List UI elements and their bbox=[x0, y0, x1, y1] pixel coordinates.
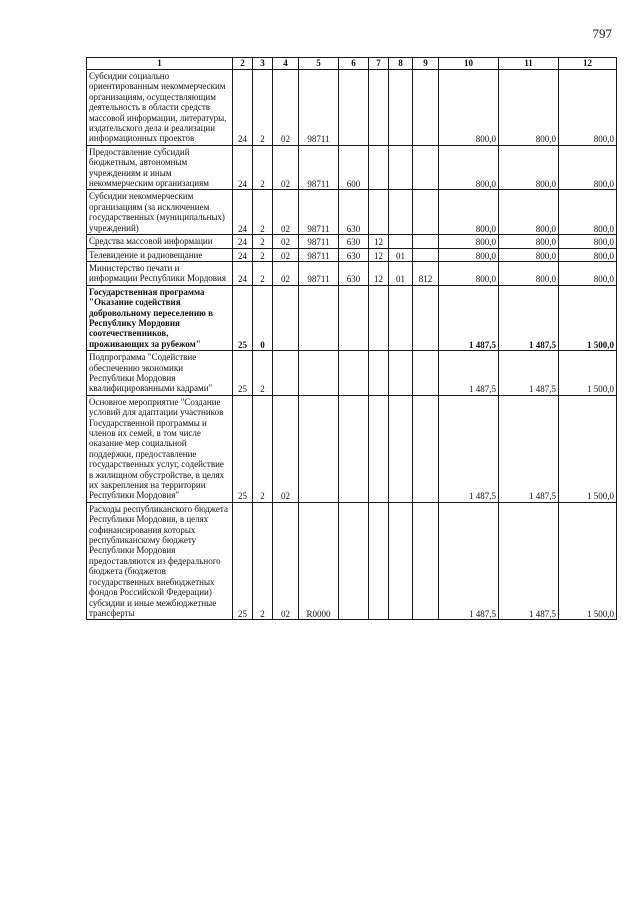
row-name-cell: Государственная программа "Оказание содействия добровольному переселению в Республику Мордовия соотечественников, проживающих за рубежом" bbox=[87, 285, 233, 350]
col-9-cell: 812 bbox=[413, 261, 439, 285]
col-5-cell: 98711 bbox=[299, 235, 339, 248]
col-2-cell: 24 bbox=[233, 235, 253, 248]
col-10-cell: 1 487,5 bbox=[439, 285, 499, 350]
col-6-cell: 630 bbox=[339, 261, 369, 285]
table-row bbox=[87, 145, 617, 190]
header-cell: 1 bbox=[87, 58, 233, 70]
col-7-cell bbox=[369, 70, 389, 146]
col-8-cell bbox=[389, 190, 413, 235]
header-cell: 5 bbox=[299, 58, 339, 70]
col-11-cell: 800,0 bbox=[499, 248, 559, 261]
header-cell: 10 bbox=[439, 58, 499, 70]
col-5-cell: 98711 bbox=[299, 145, 339, 190]
table-row bbox=[87, 502, 617, 619]
col-12-cell: 800,0 bbox=[559, 145, 617, 190]
col-12-cell: 1 500,0 bbox=[559, 351, 617, 396]
header-cell: 12 bbox=[559, 58, 617, 70]
col-3-cell: 2 bbox=[253, 261, 273, 285]
col-9-cell bbox=[413, 190, 439, 235]
col-11-cell: 800,0 bbox=[499, 70, 559, 146]
col-4-cell bbox=[273, 351, 299, 396]
budget-table bbox=[86, 57, 617, 620]
header-cell: 2 bbox=[233, 58, 253, 70]
col-2-cell: 24 bbox=[233, 145, 253, 190]
col-6-cell bbox=[339, 395, 369, 502]
row-name-cell: Министерство печати и информации Республики Мордовия bbox=[87, 261, 233, 285]
col-12-cell: 1 500,0 bbox=[559, 502, 617, 619]
col-7-cell: 12 bbox=[369, 248, 389, 261]
col-9-cell bbox=[413, 395, 439, 502]
col-6-cell bbox=[339, 351, 369, 396]
col-2-cell: 24 bbox=[233, 70, 253, 146]
col-11-cell: 800,0 bbox=[499, 190, 559, 235]
col-2-cell: 24 bbox=[233, 248, 253, 261]
col-12-cell: 1 500,0 bbox=[559, 285, 617, 350]
col-8-cell bbox=[389, 235, 413, 248]
col-11-cell: 1 487,5 bbox=[499, 351, 559, 396]
col-5-cell: 98711 bbox=[299, 248, 339, 261]
col-5-cell: 98711 bbox=[299, 70, 339, 146]
col-8-cell: 01 bbox=[389, 248, 413, 261]
row-name-cell: Подпрограмма "Содействие обеспечению экономики Республики Мордовия квалифицированными кадрами" bbox=[87, 351, 233, 396]
col-11-cell: 800,0 bbox=[499, 261, 559, 285]
col-4-cell: 02 bbox=[273, 235, 299, 248]
col-4-cell: 02 bbox=[273, 395, 299, 502]
col-11-cell: 800,0 bbox=[499, 235, 559, 248]
header-cell: 7 bbox=[369, 58, 389, 70]
row-name-cell: Расходы республиканского бюджета Республики Мордовия, в целях софинансирования которых республиканскому бюджету Республики Мордовия предоставляются из федерального бюджета (бюджетов государственных внебюджетных фондов Российской Федерации) субсидии и иные межбюджетные трансферты bbox=[87, 502, 233, 619]
col-8-cell bbox=[389, 351, 413, 396]
table-row bbox=[87, 70, 617, 146]
header-cell: 11 bbox=[499, 58, 559, 70]
row-name-cell: Телевидение и радиовещание bbox=[87, 248, 233, 261]
col-4-cell bbox=[273, 285, 299, 350]
table-row bbox=[87, 351, 617, 396]
col-9-cell bbox=[413, 285, 439, 350]
col-3-cell: 0 bbox=[253, 285, 273, 350]
col-8-cell bbox=[389, 395, 413, 502]
col-11-cell: 1 487,5 bbox=[499, 502, 559, 619]
col-10-cell: 1 487,5 bbox=[439, 502, 499, 619]
col-2-cell: 25 bbox=[233, 351, 253, 396]
col-5-cell bbox=[299, 285, 339, 350]
col-3-cell: 2 bbox=[253, 395, 273, 502]
col-11-cell: 1 487,5 bbox=[499, 395, 559, 502]
col-10-cell: 800,0 bbox=[439, 235, 499, 248]
col-2-cell: 25 bbox=[233, 502, 253, 619]
col-3-cell: 2 bbox=[253, 351, 273, 396]
col-6-cell: 630 bbox=[339, 248, 369, 261]
col-9-cell bbox=[413, 351, 439, 396]
col-6-cell bbox=[339, 502, 369, 619]
col-7-cell: 12 bbox=[369, 261, 389, 285]
col-8-cell bbox=[389, 145, 413, 190]
col-4-cell: 02 bbox=[273, 190, 299, 235]
col-7-cell: 12 bbox=[369, 235, 389, 248]
col-4-cell: 02 bbox=[273, 261, 299, 285]
col-6-cell: 600 bbox=[339, 145, 369, 190]
col-7-cell bbox=[369, 285, 389, 350]
col-10-cell: 800,0 bbox=[439, 70, 499, 146]
col-5-cell: 98711 bbox=[299, 190, 339, 235]
col-12-cell: 800,0 bbox=[559, 235, 617, 248]
col-3-cell: 2 bbox=[253, 502, 273, 619]
col-5-cell bbox=[299, 395, 339, 502]
col-10-cell: 800,0 bbox=[439, 190, 499, 235]
col-8-cell: 01 bbox=[389, 261, 413, 285]
col-10-cell: 800,0 bbox=[439, 261, 499, 285]
table-row bbox=[87, 261, 617, 285]
col-11-cell: 1 487,5 bbox=[499, 285, 559, 350]
col-3-cell: 2 bbox=[253, 145, 273, 190]
row-name-cell: Субсидии некоммерческим организациям (за исключением государственных (муниципальных) учреждений) bbox=[87, 190, 233, 235]
col-9-cell bbox=[413, 70, 439, 146]
table-row bbox=[87, 190, 617, 235]
col-10-cell: 800,0 bbox=[439, 145, 499, 190]
row-name-cell: Средства массовой информации bbox=[87, 235, 233, 248]
col-2-cell: 24 bbox=[233, 261, 253, 285]
col-9-cell bbox=[413, 502, 439, 619]
header-cell: 8 bbox=[389, 58, 413, 70]
table-row bbox=[87, 248, 617, 261]
col-3-cell: 2 bbox=[253, 248, 273, 261]
col-9-cell bbox=[413, 248, 439, 261]
col-7-cell bbox=[369, 351, 389, 396]
col-8-cell bbox=[389, 285, 413, 350]
col-4-cell: 02 bbox=[273, 502, 299, 619]
col-6-cell bbox=[339, 285, 369, 350]
row-name-cell: Субсидии социально ориентированным некоммерческим организациям, осуществляющим деятельность в области средств массовой информации, литературы, издательского дела и реализации информационных проектов bbox=[87, 70, 233, 146]
col-3-cell: 2 bbox=[253, 235, 273, 248]
col-5-cell bbox=[299, 351, 339, 396]
col-10-cell: 1 487,5 bbox=[439, 395, 499, 502]
col-7-cell bbox=[369, 190, 389, 235]
col-5-cell: R0000 bbox=[299, 502, 339, 619]
row-name-cell: Предоставление субсидий бюджетным, автономным учреждениям и иным некоммерческим организациям bbox=[87, 145, 233, 190]
col-6-cell: 630 bbox=[339, 190, 369, 235]
table-body bbox=[87, 70, 617, 620]
col-9-cell bbox=[413, 145, 439, 190]
col-3-cell: 2 bbox=[253, 190, 273, 235]
col-10-cell: 1 487,5 bbox=[439, 351, 499, 396]
header-cell: 4 bbox=[273, 58, 299, 70]
col-7-cell bbox=[369, 145, 389, 190]
row-name-cell: Основное мероприятие "Создание условий для адаптации участников Государственной программы и членов их семей, в том числе оказание мер социальной поддержки, предоставление государственных услуг, содействие в жилищном обустройстве, в целях их закрепления на территории Республики Мордовия" bbox=[87, 395, 233, 502]
table-row bbox=[87, 395, 617, 502]
col-2-cell: 25 bbox=[233, 395, 253, 502]
col-4-cell: 02 bbox=[273, 248, 299, 261]
header-cell: 6 bbox=[339, 58, 369, 70]
header-cell: 9 bbox=[413, 58, 439, 70]
col-3-cell: 2 bbox=[253, 70, 273, 146]
col-8-cell bbox=[389, 70, 413, 146]
table-row bbox=[87, 285, 617, 350]
col-6-cell bbox=[339, 70, 369, 146]
col-12-cell: 800,0 bbox=[559, 248, 617, 261]
col-7-cell bbox=[369, 502, 389, 619]
col-9-cell bbox=[413, 235, 439, 248]
col-10-cell: 800,0 bbox=[439, 248, 499, 261]
col-11-cell: 800,0 bbox=[499, 145, 559, 190]
col-6-cell: 630 bbox=[339, 235, 369, 248]
header-cell: 3 bbox=[253, 58, 273, 70]
col-12-cell: 800,0 bbox=[559, 70, 617, 146]
table-row bbox=[87, 235, 617, 248]
page-number: 797 bbox=[592, 26, 612, 41]
col-5-cell: 98711 bbox=[299, 261, 339, 285]
col-8-cell bbox=[389, 502, 413, 619]
col-4-cell: 02 bbox=[273, 145, 299, 190]
col-7-cell bbox=[369, 395, 389, 502]
col-2-cell: 24 bbox=[233, 190, 253, 235]
col-4-cell: 02 bbox=[273, 70, 299, 146]
col-12-cell: 1 500,0 bbox=[559, 395, 617, 502]
col-2-cell: 25 bbox=[233, 285, 253, 350]
table-header-row bbox=[87, 58, 617, 70]
col-12-cell: 800,0 bbox=[559, 190, 617, 235]
col-12-cell: 800,0 bbox=[559, 261, 617, 285]
